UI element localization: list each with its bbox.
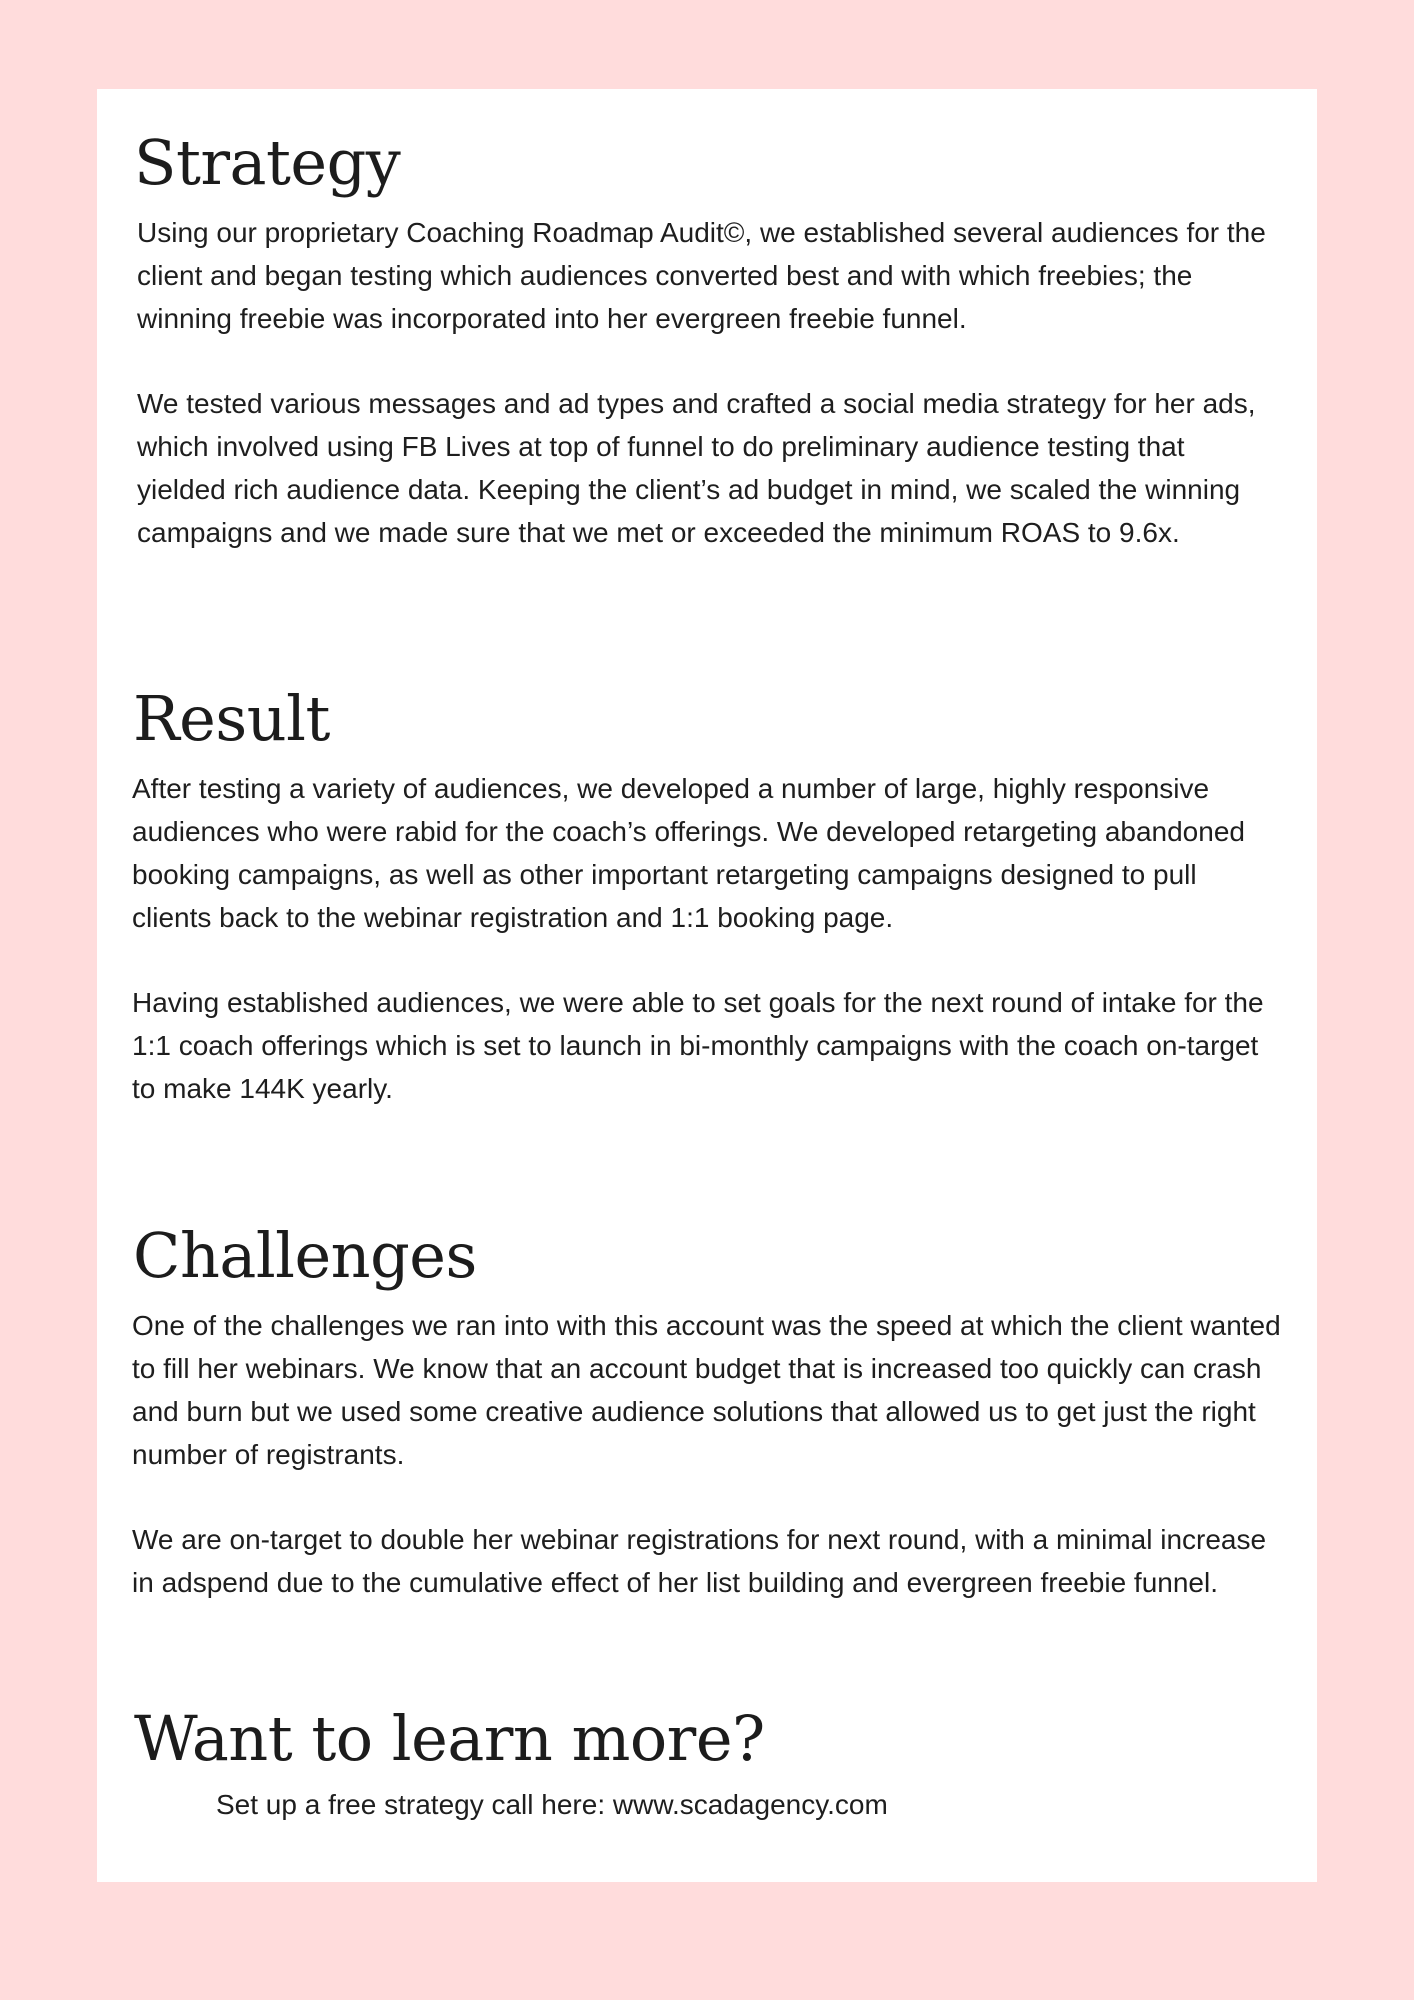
result-paragraph-1: After testing a variety of audiences, we developed a number of large, highly responsive audiences who were rabid for the coach’s offerings. We developed retargeting abandoned booking campaigns, as well as other important retargeting campaigns designed to pull clients back to the webinar registration and 1:1 booking page. xyxy=(132,773,1245,933)
challenges-heading: Challenges xyxy=(133,1219,477,1292)
cta-section xyxy=(97,1703,1317,1826)
cta-text: Set up a free strategy call here: www.scadagency.com xyxy=(216,1789,888,1820)
result-paragraph-2: Having established audiences, we were able to set goals for the next round of intake for the 1:1 coach offerings which is set to launch in bi-monthly campaigns with the coach on-target to make 144K yearly. xyxy=(132,987,1264,1104)
challenges-paragraph-2: We are on-target to double her webinar registrations for next round, with a minimal increase in adspend due to the cumulative effect of her list building and evergreen freebie funnel. xyxy=(132,1524,1267,1598)
result-heading: Result xyxy=(133,682,330,755)
strategy-heading: Strategy xyxy=(134,126,401,199)
cta-heading: Want to learn more? xyxy=(134,1702,765,1775)
strategy-paragraph-2: We tested various messages and ad types and crafted a social media strategy for her ads, which involved using FB Lives at top of funnel to do preliminary audience testing that yielded rich audience data. Keeping the client’s ad budget in mind, we scaled the winning campaigns and we made sure that we met or exceeded the minimum ROAS to 9.6x. xyxy=(137,388,1256,548)
challenges-paragraph-1: One of the challenges we ran into with this account was the speed at which the client wanted to fill her webinars. We know that an account budget that is increased too quickly can crash and burn but we used some creative audience solutions that allowed us to get just the right number of registrants. xyxy=(132,1310,1281,1470)
strategy-paragraph-1: Using our proprietary Coaching Roadmap Audit©, we established several audiences for the client and began testing which audiences converted best and with which freebies; the winning freebie was incorporated into her evergreen freebie funnel. xyxy=(137,217,1266,334)
strategy-section xyxy=(97,127,1317,554)
challenges-section xyxy=(97,1220,1317,1604)
result-section xyxy=(97,683,1317,1110)
content-card xyxy=(97,89,1317,1882)
